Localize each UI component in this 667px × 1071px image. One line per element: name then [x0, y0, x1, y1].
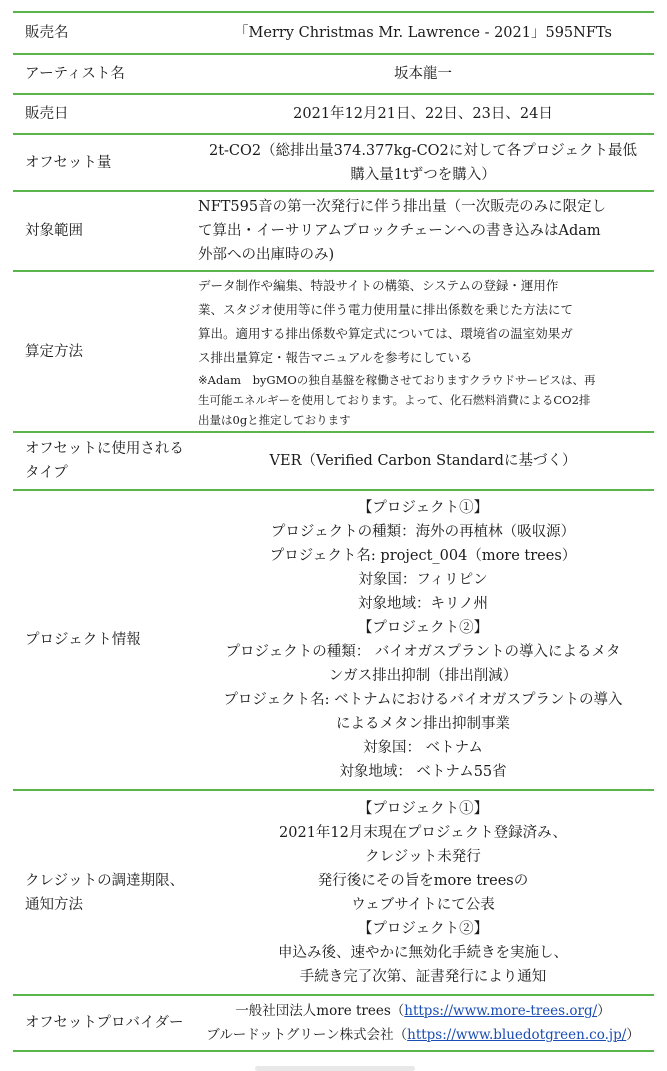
row-offset-amount — [13, 133, 654, 190]
value-line: プロジェクトの種類：海外の再植林（吸収源） — [270, 524, 576, 540]
value-line: ス排出量算定・報告マニュアルを参考にしている — [198, 349, 473, 365]
row-credit-timing — [13, 789, 654, 994]
label-line: オフセットに使用される — [25, 441, 184, 457]
value-line: ンガス排出抑制（排出削減） — [328, 668, 518, 684]
row-artist — [13, 53, 654, 93]
value-line: 【プロジェクト②】 — [357, 920, 489, 937]
value-line: 「Merry Christmas Mr. Lawrence - 2021」595NFTs — [234, 25, 612, 41]
value-line: データ制作や編集、特設サイトの構築、システムの登録・運用作 — [198, 277, 559, 293]
note-line: 生可能エネルギーを使用しております。よって、化石燃料消費によるCO2排 — [198, 392, 591, 407]
value-line: 2021年12月21日、22日、23日、24日 — [293, 106, 553, 122]
value-line: て算出・イーサリアムブロックチェーンへの書き込みはAdam — [198, 223, 601, 239]
value-line: クレジット未発行 — [365, 848, 481, 865]
row-value — [198, 102, 654, 126]
row-value — [198, 139, 654, 187]
row-label — [13, 869, 198, 917]
row-label: オフセットプロバイダー — [25, 1015, 184, 1031]
info-table — [13, 11, 654, 1052]
scroll-indicator — [255, 1066, 415, 1071]
value-line: 手続き完了次第、証書発行により通知 — [299, 968, 547, 985]
row-value — [198, 449, 654, 473]
value-line: 対象国： ベトナム — [363, 740, 483, 756]
row-label: 販売名 — [25, 25, 69, 41]
value-line: プロジェクト名: ベトナムにおけるバイオガスプラントの導入 — [223, 692, 623, 708]
provider-line — [198, 999, 648, 1023]
row-offset-type — [13, 431, 654, 489]
row-value — [198, 62, 654, 86]
row-value — [198, 999, 654, 1047]
value-line: プロジェクト名: project_004（more trees） — [269, 548, 577, 564]
value-line: によるメタン排出抑制事業 — [336, 716, 510, 732]
value-line: プロジェクトの種類： バイオガスプラントの導入によるメタ — [225, 644, 621, 660]
row-sale-date — [13, 93, 654, 133]
value-line: VER（Verified Carbon Standardに基づく） — [269, 453, 577, 469]
value-line: NFT595音の第一次発行に伴う排出量（一次販売のみに限定し — [198, 199, 607, 215]
value-line: 2021年12月末現在プロジェクト登録済み、 — [279, 824, 567, 841]
value-line: 算出。適用する排出係数や算定式については、環境省の温室効果ガ — [198, 325, 573, 341]
label-line: タイプ — [25, 465, 68, 481]
note-line: ※Adam byGMOの独自基盤を稼働させておりますクラウドサービスは、再 — [198, 372, 596, 387]
value-line: 【プロジェクト①】 — [357, 800, 489, 817]
row-value — [198, 274, 654, 430]
value-line: 対象地域： ベトナム55省 — [339, 764, 507, 780]
row-value — [198, 496, 654, 784]
provider-link-more-trees[interactable]: https://www.more-trees.org/ — [404, 1003, 598, 1019]
row-label: 算定方法 — [25, 343, 83, 360]
value-line: 対象地域：キリノ州 — [358, 596, 488, 612]
note-line: 出量は0gと推定しております — [198, 412, 351, 427]
row-label: アーティスト名 — [25, 66, 125, 82]
value-line: 外部への出庫時のみ) — [198, 247, 335, 263]
value-line: 申込み後、速やかに無効化手続きを実施し、 — [278, 944, 568, 961]
row-label: プロジェクト情報 — [25, 632, 141, 648]
value-line: 発行後にその旨をmore treesの — [317, 872, 529, 889]
value-line: 【プロジェクト②】 — [357, 620, 489, 636]
row-label: 販売日 — [25, 106, 69, 122]
row-sales-name — [13, 11, 654, 53]
provider-name: 一般社団法人more trees（ — [235, 1003, 405, 1019]
row-label: オフセット量 — [25, 154, 112, 171]
row-scope — [13, 190, 654, 270]
label-line: 通知方法 — [25, 896, 83, 913]
row-calc-method — [13, 270, 654, 431]
value-line: 購入量1tずつを購入） — [350, 166, 496, 183]
value-line: 業、スタジオ使用等に伴う電力使用量に排出係数を乗じた方法にて — [198, 301, 574, 317]
row-offset-provider — [13, 994, 654, 1052]
provider-link-bluedotgreen[interactable]: https://www.bluedotgreen.co.jp/ — [407, 1027, 627, 1043]
label-line: クレジットの調達期限、 — [25, 872, 185, 889]
provider-name: ブルードットグリーン株式会社（ — [206, 1027, 408, 1043]
value-line: 2t-CO2（総排出量374.377kg-CO2に対して各プロジェクト最低 — [208, 142, 637, 159]
row-project-info — [13, 489, 654, 789]
row-value — [198, 21, 654, 45]
value-line: 対象国：フィリピン — [358, 572, 488, 588]
value-line: 坂本龍一 — [394, 66, 452, 82]
paren-close: ） — [597, 1003, 611, 1019]
row-label: 対象範囲 — [25, 223, 83, 239]
value-line: ウェブサイトにて公表 — [351, 896, 495, 913]
row-label — [13, 437, 198, 485]
paren-close: ） — [626, 1027, 640, 1043]
row-value — [198, 195, 654, 267]
row-value — [198, 797, 654, 989]
provider-line — [198, 1023, 648, 1047]
value-line: 【プロジェクト①】 — [357, 500, 489, 516]
